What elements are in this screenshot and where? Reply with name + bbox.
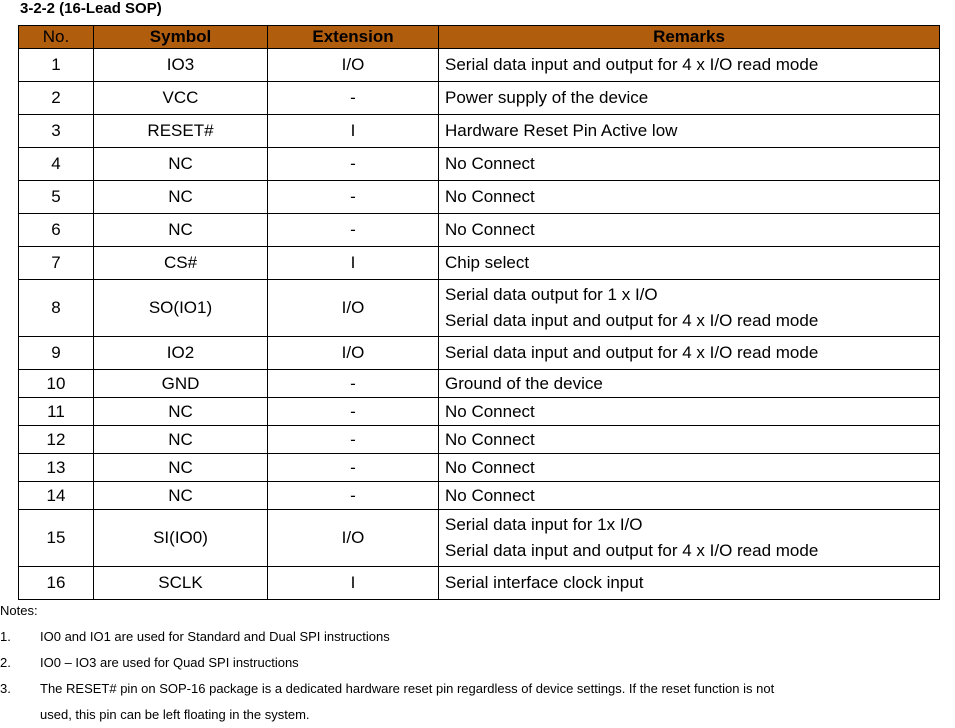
cell-remarks [439,454,940,482]
cell-symbol: NC [94,214,268,247]
cell-remarks [439,82,940,115]
cell-remarks [439,370,940,398]
note-item [0,650,950,676]
cell-remarks [439,181,940,214]
table-row [19,337,940,370]
cell-symbol: SCLK [94,567,268,600]
cell-extension: I/O [268,337,439,370]
cell-remarks [439,214,940,247]
remark-line: Chip select [445,253,530,272]
cell-no: 2 [19,82,94,115]
cell-extension: I [268,567,439,600]
cell-no: 1 [19,49,94,82]
note-number: 2. [0,655,11,670]
cell-extension: I/O [268,280,439,337]
cell-no: 11 [19,398,94,426]
cell-extension: I/O [268,49,439,82]
section-title: 3-2-2 (16-Lead SOP) [20,0,162,17]
cell-extension: I/O [268,510,439,567]
table-row [19,510,940,567]
table-row [19,370,940,398]
note-text: The RESET# pin on SOP-16 package is a dedicated hardware reset pin regardless of device settings. If the reset function is not [40,681,775,696]
cell-remarks [439,148,940,181]
table-row [19,148,940,181]
cell-remarks [439,426,940,454]
remark-line: No Connect [445,457,535,477]
remark-line: No Connect [445,429,535,449]
cell-extension: - [268,398,439,426]
notes-title: Notes: [0,603,38,618]
cell-symbol: IO3 [94,49,268,82]
note-item [0,676,950,728]
header-remarks: Remarks [439,26,940,49]
cell-extension: - [268,370,439,398]
table-row [19,214,940,247]
cell-no: 8 [19,280,94,337]
header-symbol: Symbol [94,26,268,49]
cell-remarks [439,510,940,567]
cell-no: 6 [19,214,94,247]
cell-no: 13 [19,454,94,482]
cell-extension: - [268,82,439,115]
cell-remarks [439,567,940,600]
table-row [19,82,940,115]
remark-line: Serial data input and output for 4 x I/O read mode [445,541,819,560]
cell-no: 15 [19,510,94,567]
table-row [19,115,940,148]
remark-line: Serial interface clock input [445,573,644,592]
remark-line: No Connect [445,187,535,206]
cell-remarks [439,49,940,82]
remark-line: Serial data output for 1 x I/O [445,285,658,304]
table-row [19,454,940,482]
remark-line: No Connect [445,154,535,173]
cell-symbol: NC [94,454,268,482]
cell-no: 7 [19,247,94,280]
remark-line: Ground of the device [445,373,603,393]
notes-section [0,598,950,728]
cell-extension: - [268,426,439,454]
cell-extension: I [268,115,439,148]
note-text: IO0 and IO1 are used for Standard and Dual SPI instructions [40,629,390,644]
table-header-row [19,26,940,49]
note-text: IO0 – IO3 are used for Quad SPI instructions [40,655,299,670]
cell-remarks [439,280,940,337]
cell-remarks [439,247,940,280]
cell-symbol: CS# [94,247,268,280]
note-item [0,624,950,650]
cell-remarks [439,337,940,370]
cell-symbol: SO(IO1) [94,280,268,337]
cell-symbol: SI(IO0) [94,510,268,567]
cell-no: 14 [19,482,94,510]
cell-no: 5 [19,181,94,214]
cell-remarks [439,115,940,148]
cell-extension: I [268,247,439,280]
cell-remarks [439,398,940,426]
notes-list [0,624,950,728]
cell-extension: - [268,181,439,214]
cell-symbol: NC [94,482,268,510]
cell-symbol: NC [94,181,268,214]
cell-symbol: NC [94,148,268,181]
header-extension: Extension [268,26,439,49]
cell-no: 10 [19,370,94,398]
cell-extension: - [268,482,439,510]
cell-symbol: NC [94,398,268,426]
table-row [19,49,940,82]
header-no: No. [19,26,94,49]
remark-line: Hardware Reset Pin Active low [445,121,678,140]
remark-line: Power supply of the device [445,88,649,107]
table-row [19,181,940,214]
note-number: 1. [0,629,11,644]
cell-symbol: IO2 [94,337,268,370]
remark-line: Serial data input and output for 4 x I/O read mode [445,311,819,330]
cell-symbol: RESET# [94,115,268,148]
cell-no: 16 [19,567,94,600]
remark-line: No Connect [445,401,535,421]
table-row [19,482,940,510]
table-row [19,398,940,426]
cell-extension: - [268,454,439,482]
cell-symbol: NC [94,426,268,454]
cell-no: 12 [19,426,94,454]
cell-no: 4 [19,148,94,181]
note-number: 3. [0,681,11,696]
cell-no: 3 [19,115,94,148]
remark-line: No Connect [445,220,535,239]
table-row [19,426,940,454]
note-text: used, this pin can be left floating in the system. [40,707,310,722]
table-row [19,280,940,337]
remark-line: No Connect [445,485,535,505]
cell-symbol: GND [94,370,268,398]
table-row [19,567,940,600]
remark-line: Serial data input for 1x I/O [445,515,643,534]
table-body [19,49,940,600]
cell-extension: - [268,214,439,247]
table-row [19,247,940,280]
remark-line: Serial data input and output for 4 x I/O read mode [445,55,819,74]
cell-no: 9 [19,337,94,370]
cell-extension: - [268,148,439,181]
remark-line: Serial data input and output for 4 x I/O read mode [445,343,819,362]
pin-description-table [18,25,940,600]
cell-remarks [439,482,940,510]
cell-symbol: VCC [94,82,268,115]
